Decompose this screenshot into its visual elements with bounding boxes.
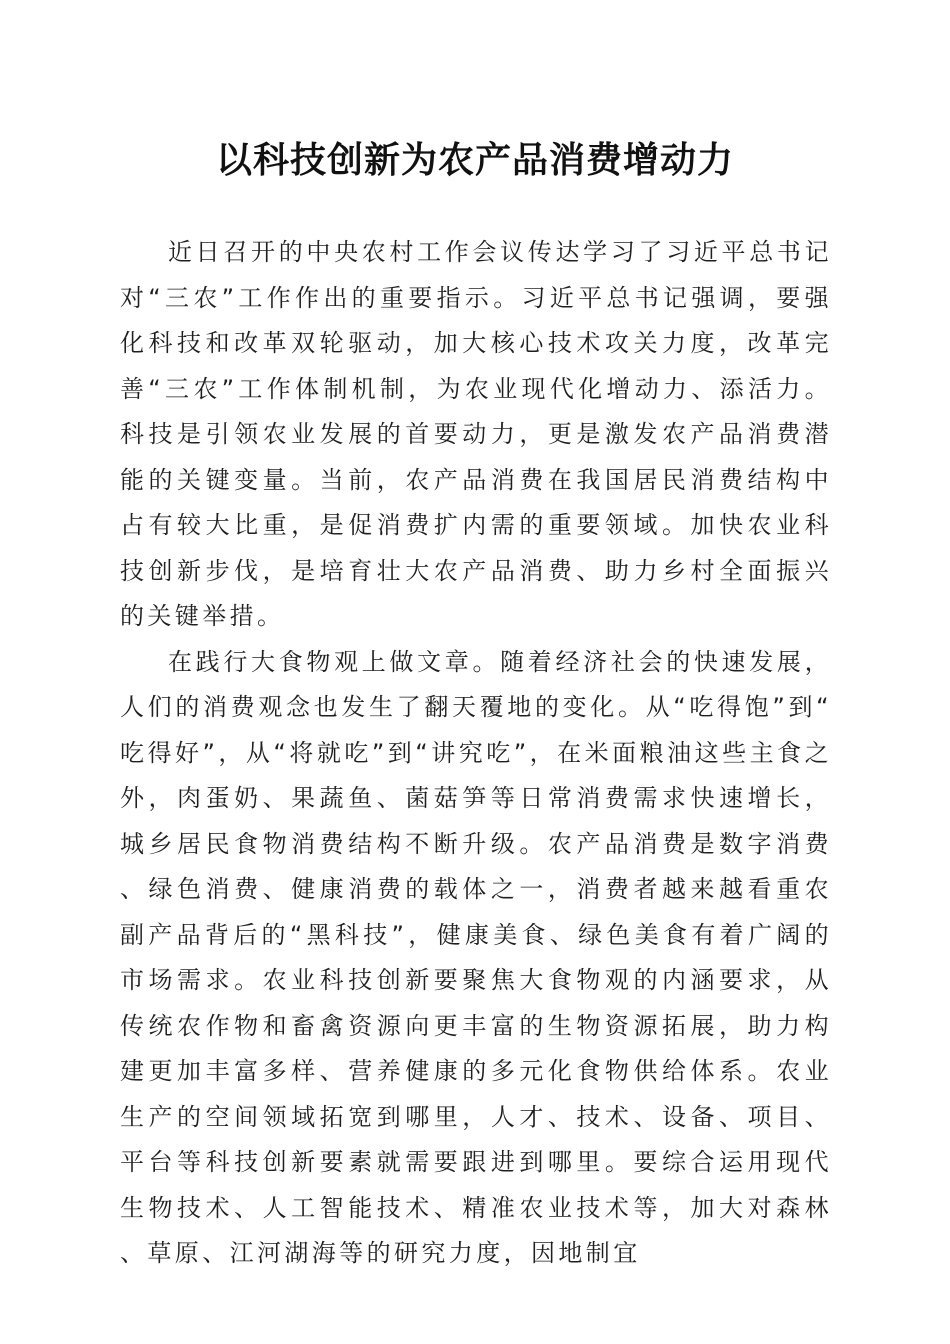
paragraph-intro: 近日召开的中央农村工作会议传达学习了习近平总书记对“三农”工作作出的重要指示。习近平总书记强调，要强化科技和改革双轮驱动，加大核心技术攻关力度，改革完善“三农”工作体制机制，为农业现代化增动力、添活力。科技是引领农业发展的首要动力，更是激发农产品消费潜能的关键变量。当前，农产品消费在我国居民消费结构中占有较大比重，是促消费扩内需的重要领域。加快农业科技创新步伐，是培育壮大农产品消费、助力乡村全面振兴的关键举措。 (120, 238, 832, 630)
paragraph-food-view: 在践行大食物观上做文章。随着经济社会的快速发展，人们的消费观念也发生了翻天覆地的变化。从“吃得饱”到“吃得好”，从“将就吃”到“讲究吃”，在米面粮油这些主食之外，肉蛋奶、果蔬鱼、菌菇笋等日常消费需求快速增长，城乡居民食物消费结构不断升级。农产品消费是数字消费、绿色消费、健康消费的载体之一，消费者越来越看重农副产品背后的“黑科技”，健康美食、绿色美食有着广阔的市场需求。农业科技创新要聚焦大食物观的内涵要求，从传统农作物和畜禽资源向更丰富的生物资源拓展，助力构建更加丰富多样、营养健康的多元化食物供给体系。农业生产的空间领域拓宽到哪里，人才、技术、设备、项目、平台等科技创新要素就需要跟进到哪里。要综合运用现代生物技术、人工智能技术、精准农业技术等，加大对森林、草原、江河湖海等的研究力度，因地制宜 (120, 647, 832, 1267)
document-body (120, 230, 832, 1277)
document-title: 以科技创新为农产品消费增动力 (215, 139, 734, 181)
